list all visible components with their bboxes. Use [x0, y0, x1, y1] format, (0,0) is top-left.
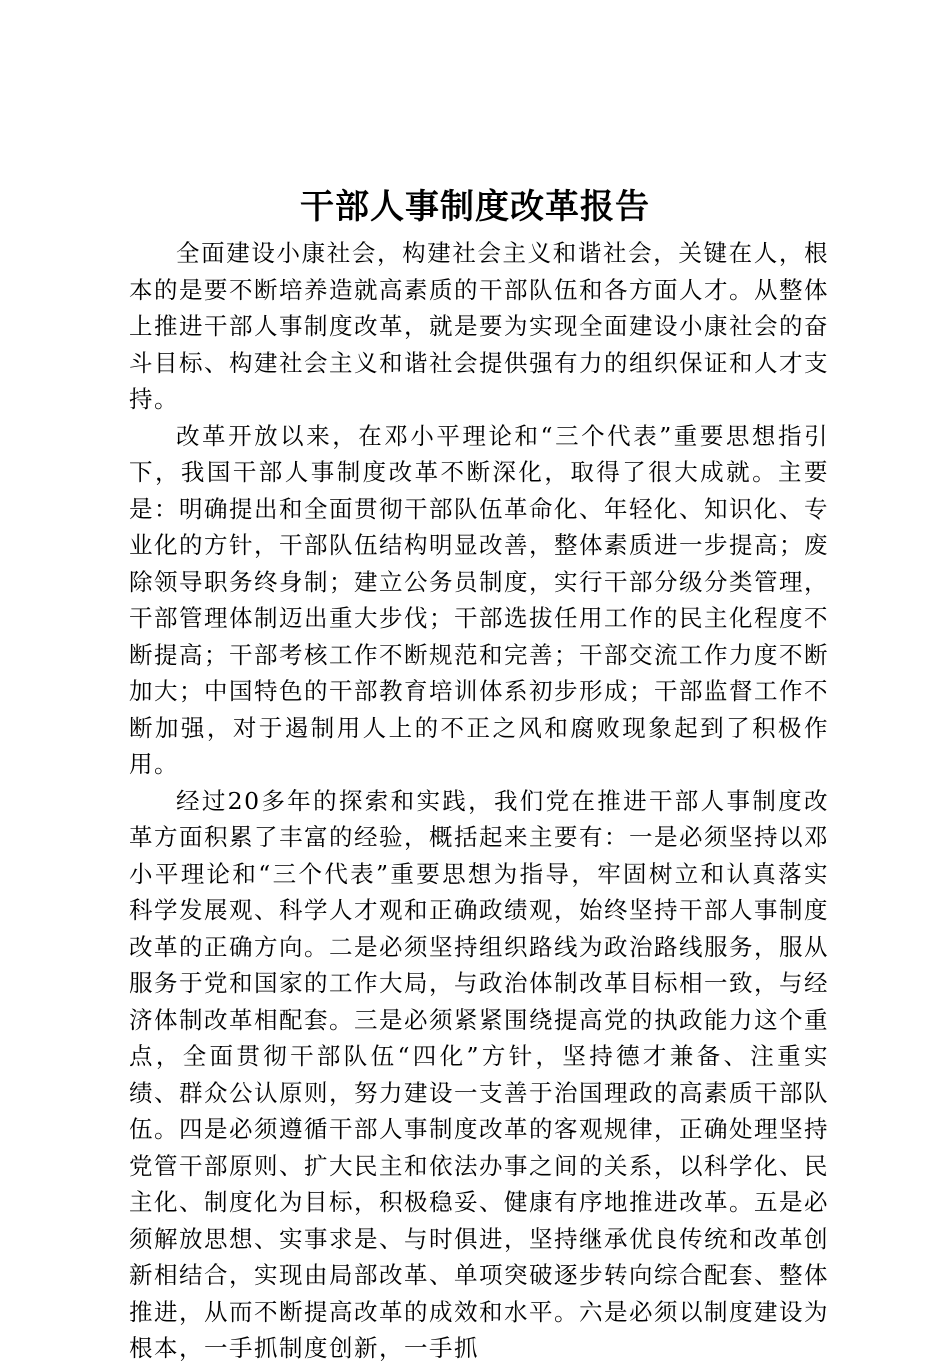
document-body — [129, 235, 829, 1367]
paragraph-3: 经过20多年的探索和实践，我们党在推进干部人事制度改革方面积累了丰富的经验，概括起来主要有：一是必须坚持以邓小平理论和“三个代表”重要思想为指导，牢固树立和认真落实科学发展观、科学人才观和正确政绩观，始终坚持干部人事制度改革的正确方向。二是必须坚持组织路线为政治路线服务，服从服务于党和国家的工作大局，与政治体制改革目标相一致，与经济体制改革相配套。三是必须紧紧围绕提高党的执政能力这个重点，全面贯彻干部队伍“四化”方针，坚持德才兼备、注重实绩、群众公认原则，努力建设一支善于治国理政的高素质干部队伍。四是必须遵循干部人事制度改革的客观规律，正确处理坚持党管干部原则、扩大民主和依法办事之间的关系，以科学化、民主化、制度化为目标，积极稳妥、健康有序地推进改革。五是必须解放思想、实事求是、与时俱进，坚持继承优良传统和改革创新相结合，实现由局部改革、单项突破逐步转向综合配套、整体推进，从而不断提高改革的成效和水平。六是必须以制度建设为根本，一手抓制度创新，一手抓 — [129, 786, 829, 1362]
document-title: 干部人事制度改革报告 — [300, 187, 650, 227]
paragraph-1: 全面建设小康社会，构建社会主义和谐社会，关键在人，根本的是要不断培养造就高素质的干部队伍和各方面人才。从整体上推进干部人事制度改革，就是要为实现全面建设小康社会的奋斗目标、构建社会主义和谐社会提供强有力的组织保证和人才支持。 — [129, 239, 829, 413]
paragraph-2: 改革开放以来，在邓小平理论和“三个代表”重要思想指引下，我国干部人事制度改革不断深化，取得了很大成就。主要是：明确提出和全面贯彻干部队伍革命化、年轻化、知识化、专业化的方针，干部队伍结构明显改善，整体素质进一步提高；废除领导职务终身制；建立公务员制度，实行干部分级分类管理，干部管理体制迈出重大步伐；干部选拔任用工作的民主化程度不断提高；干部考核工作不断规范和完善；干部交流工作力度不断加大；中国特色的干部教育培训体系初步形成；干部监督工作不断加强，对于遏制用人上的不正之风和腐败现象起到了积极作用。 — [129, 421, 829, 778]
